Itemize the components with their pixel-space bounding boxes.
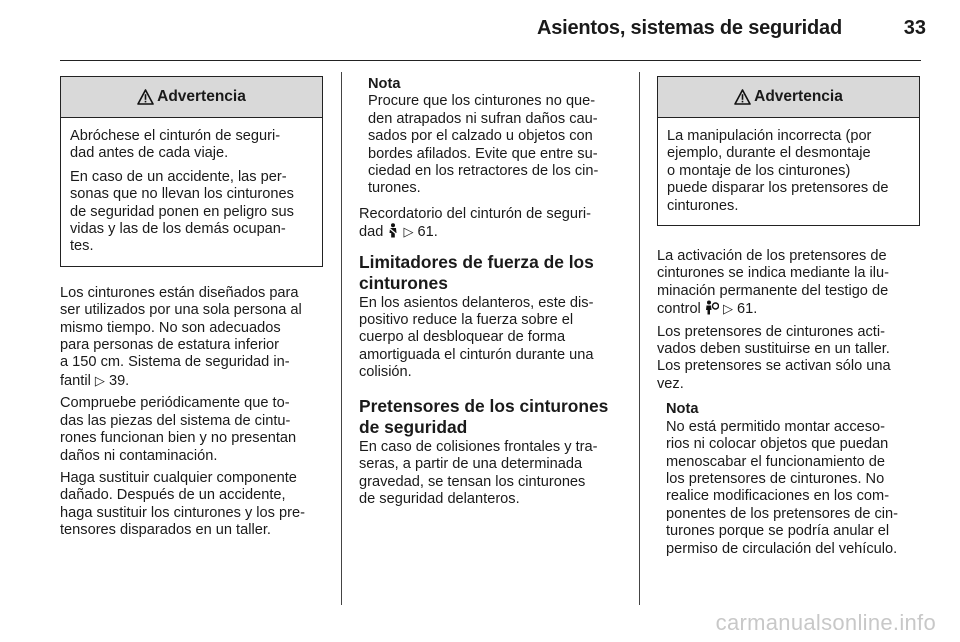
page-reference: 61. [737, 301, 758, 318]
warning-title: Advertencia [157, 88, 246, 106]
note-title: Nota [368, 76, 401, 92]
page-reference: 39. [108, 372, 130, 389]
seatbelt-warning-icon [387, 223, 399, 238]
warning-text: La manipulación incorrecta (por ejemplo, durante el desmontaje o montaje de los cinturones) puede disparar los pretensores de cinturones. [667, 128, 889, 214]
paragraph: En caso de colisiones frontales y tra- seras, a partir de una determinada gravedad, se tensan los cinturones de seguridad delanteros. [359, 438, 598, 507]
section-heading: Limitadores de fuerza de los cinturones [359, 251, 594, 294]
warning-box [60, 76, 323, 267]
page-reference: 61. [417, 224, 438, 241]
warning-header [658, 77, 919, 118]
note [359, 76, 623, 198]
header-divider [60, 60, 921, 61]
note-title: Nota [666, 401, 699, 418]
column-1 [60, 76, 323, 545]
page-number: 33 [903, 17, 926, 39]
paragraph [60, 285, 323, 390]
column-2 [359, 76, 623, 513]
note-text: No está permitido montar acceso- rios ni colocar objetos que puedan menoscabar el funcionamiento de los pretensores de cinturones. No realice modificaciones en los com- ponentes de los pretensores de cin- turones porque se podría anular el permiso de circulación del vehículo. [666, 418, 899, 557]
paragraph-text: La activación de los pretensores de cinturones se indica mediante la ilu- minación permanente del testigo de control [657, 248, 890, 318]
warning-body [658, 118, 919, 225]
warning-box [657, 76, 920, 226]
warning-body [61, 118, 322, 266]
warning-title: Advertencia [754, 88, 843, 106]
paragraph: Haga sustituir cualquier componente dañado. Después de un accidente, haga sustituir los cinturones y los pre- tensores disparados en un taller. [60, 469, 305, 539]
warning-text: Abróchese el cinturón de seguri- dad antes de cada viaje. [70, 128, 281, 162]
warning-triangle-icon [137, 89, 154, 105]
warning-triangle-icon [734, 89, 751, 105]
paragraph-text: Los cinturones están diseñados para ser utilizados por una sola persona al mismo tiempo. No son adecuados para personas de estatura inferior a 150 cm. Sistema de seguridad in- fantil [60, 284, 302, 389]
page-reference-triangle-icon: ▷ [722, 301, 733, 317]
paragraph [359, 206, 623, 242]
page-reference-triangle-icon: ▷ [403, 224, 414, 240]
warning-header [61, 77, 322, 118]
note-text: Procure que los cinturones no que- den atrapados ni sufran daños cau- sados por el calzado u objetos con bordes afilados. Evite que entre su- ciedad en los retractores de los cin- turones. [368, 93, 599, 197]
airbag-pretensioner-icon [705, 300, 719, 315]
note [657, 401, 920, 558]
column-divider-1 [341, 72, 342, 605]
column-divider-2 [639, 72, 640, 605]
paragraph [657, 248, 920, 319]
section-heading: Pretensores de los cinturones de seguridad [359, 395, 609, 438]
paragraph: En los asientos delanteros, este dis- positivo reduce la fuerza sobre el cuerpo al desbloquear de forma amortiguada el cinturón durante una colisión. [359, 294, 594, 381]
column-3 [657, 76, 920, 558]
page-title: Asientos, sistemas de seguridad [536, 17, 842, 39]
paragraph: Los pretensores de cinturones acti- vados deben sustituirse en un taller. Los pretensores se activan sólo una vez. [657, 323, 891, 392]
warning-text: En caso de un accidente, las per- sonas que no llevan los cinturones de seguridad ponen en peligro sus vidas y las de los demás ocupan- tes. [70, 168, 294, 255]
paragraph-text: Recordatorio del cinturón de seguri- dad [359, 205, 592, 241]
page-reference-triangle-icon: ▷ [94, 372, 105, 388]
paragraph: Compruebe periódicamente que to- das las piezas del sistema de cintu- rones funcionan bien y no presentan daños ni contaminación. [60, 395, 297, 464]
watermark: carmanualsonline.info [715, 610, 936, 635]
